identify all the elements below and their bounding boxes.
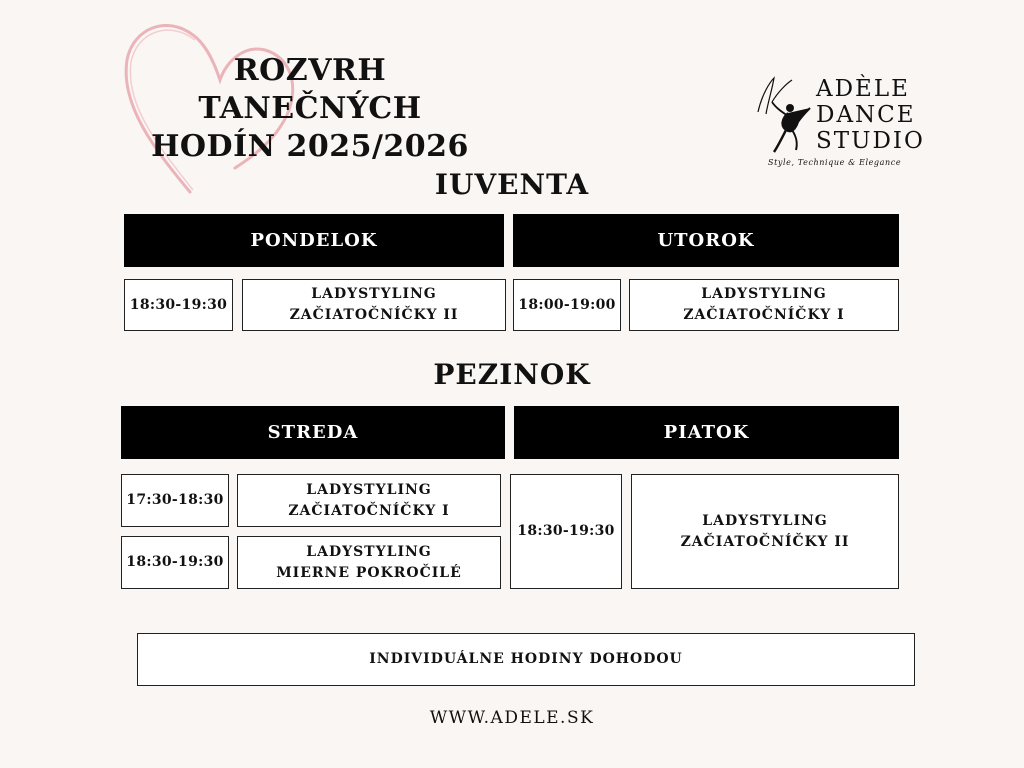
individual-lessons-note: INDIVIDUÁLNE HODINY DOHODOU	[137, 633, 915, 686]
title-line-2: HODÍN 2025/2026	[151, 129, 469, 164]
logo-line-3: STUDIO	[816, 128, 925, 154]
dancer-silhouette-icon	[752, 72, 814, 154]
studio-logo	[752, 72, 932, 172]
time-cell: 17:30-18:30	[121, 474, 229, 527]
class-name: LADYSTYLING	[701, 286, 827, 302]
class-level: MIERNE POKROČILÉ	[276, 564, 462, 581]
class-level: ZAČIATOČNÍČKY II	[289, 307, 459, 323]
class-name: LADYSTYLING	[306, 543, 432, 560]
class-cell	[629, 279, 899, 331]
time-cell: 18:30-19:30	[124, 279, 233, 331]
class-level: ZAČIATOČNÍČKY I	[683, 307, 845, 323]
section-title-iuventa: IUVENTA	[434, 168, 590, 201]
day-header-pondelok: PONDELOK	[124, 214, 504, 267]
day-header-piatok: PIATOK	[514, 406, 899, 459]
class-cell	[631, 474, 899, 589]
time-cell: 18:30-19:30	[121, 536, 229, 589]
logo-line-2: DANCE	[816, 102, 916, 128]
logo-line-1: ADÈLE	[816, 76, 910, 102]
section-title-pezinok: PEZINOK	[433, 358, 591, 391]
day-header-utorok: UTOROK	[513, 214, 899, 267]
page-title	[140, 52, 480, 166]
time-cell: 18:00-19:00	[513, 279, 621, 331]
day-header-streda: STREDA	[121, 406, 505, 459]
time-cell: 18:30-19:30	[510, 474, 622, 589]
class-cell	[242, 279, 506, 331]
class-cell	[237, 474, 501, 527]
class-name: LADYSTYLING	[306, 481, 432, 498]
website-link[interactable]: WWW.ADELE.SK	[429, 708, 595, 728]
class-name: LADYSTYLING	[702, 512, 828, 529]
title-line-1: ROZVRH TANEČNÝCH	[198, 53, 422, 126]
class-level: ZAČIATOČNÍČKY I	[288, 502, 450, 519]
class-name: LADYSTYLING	[311, 286, 437, 302]
class-level: ZAČIATOČNÍČKY II	[680, 533, 850, 550]
class-cell	[237, 536, 501, 589]
logo-tagline: Style, Technique & Elegance	[768, 158, 902, 167]
